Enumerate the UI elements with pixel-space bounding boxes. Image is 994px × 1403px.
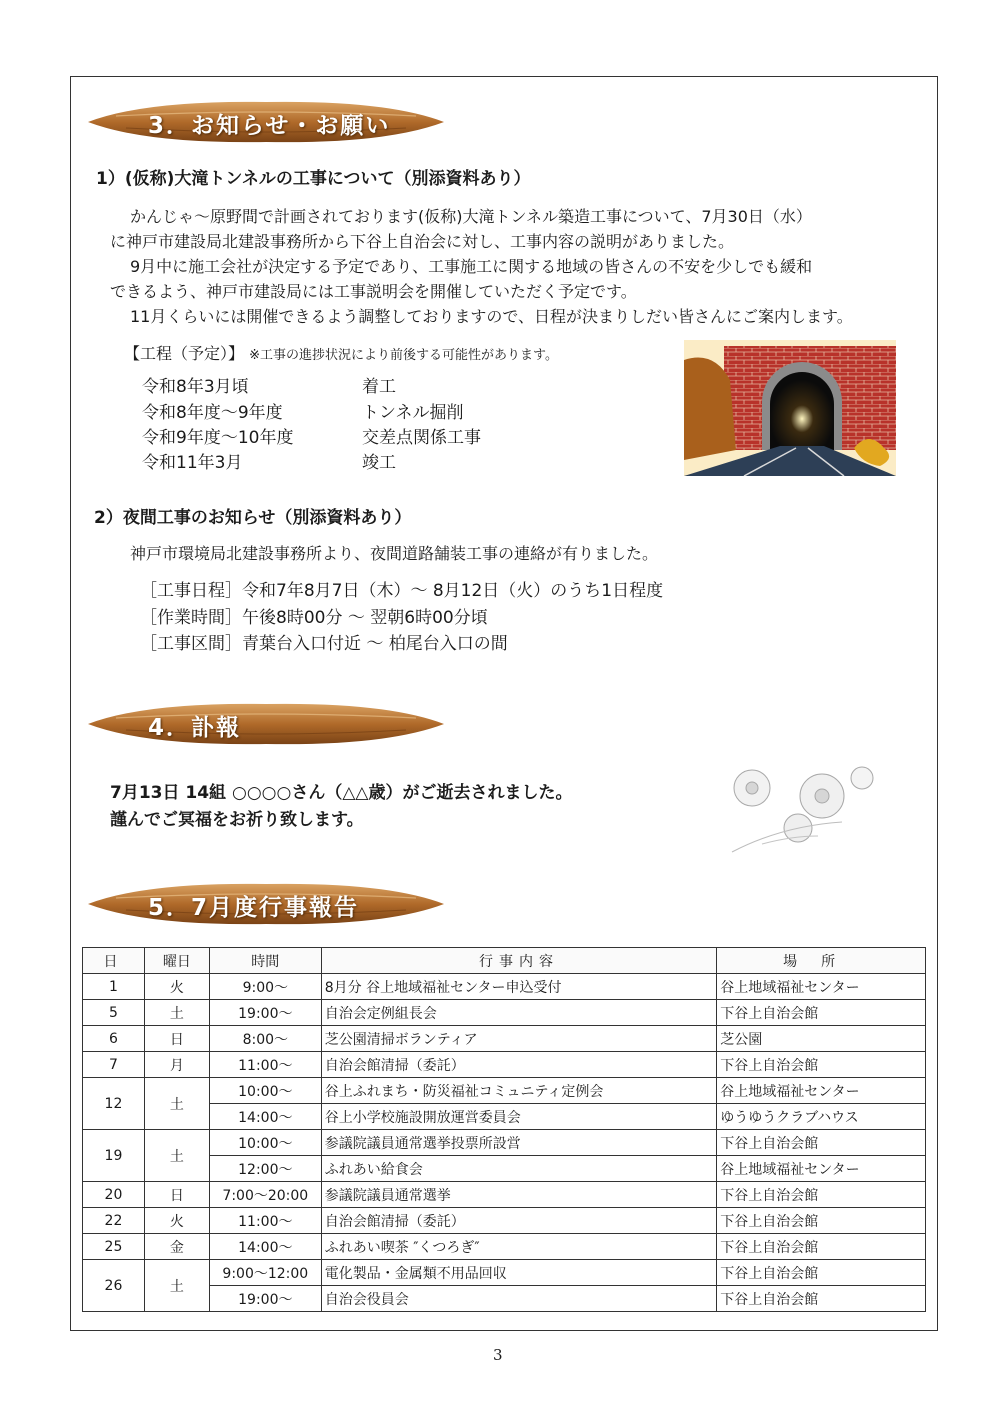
section5-title: 5．7月度行事報告 <box>148 895 360 921</box>
cell-dow: 日 <box>144 1182 209 1208</box>
table-row <box>83 974 926 1000</box>
schedule-when-1: 令和8年3月頃 <box>142 377 249 397</box>
item2-detail-3: ［工事区間］青葉台入口付近 ～ 柏尾台入口の間 <box>140 634 508 654</box>
cell-day: 5 <box>83 1000 145 1026</box>
cell-time: 7:00～20:00 <box>209 1182 321 1208</box>
cell-dow: 土 <box>144 1260 209 1312</box>
table-row <box>83 1052 926 1078</box>
cell-event: 自治会館清掃（委託） <box>321 1052 716 1078</box>
cell-event: 電化製品・金属類不用品回収 <box>321 1260 716 1286</box>
cell-place: 谷上地域福祉センター <box>717 1078 926 1104</box>
cell-dow: 月 <box>144 1052 209 1078</box>
cell-place: 下谷上自治会館 <box>717 1208 926 1234</box>
section3-title: 3．お知らせ・お願い <box>148 113 391 139</box>
cell-time: 9:00～12:00 <box>209 1260 321 1286</box>
obituary-line-2: 謹んでご冥福をお祈り致します。 <box>110 810 364 830</box>
table-row <box>83 1078 926 1104</box>
cell-day: 6 <box>83 1026 145 1052</box>
cell-day: 1 <box>83 974 145 1000</box>
cell-place: 下谷上自治会館 <box>717 1130 926 1156</box>
cell-time: 11:00～ <box>209 1208 321 1234</box>
table-row <box>83 1208 926 1234</box>
table-row <box>83 1130 926 1156</box>
cell-dow: 土 <box>144 1078 209 1130</box>
events-table <box>82 947 926 1312</box>
cell-day: 25 <box>83 1234 145 1260</box>
cell-place: ゆうゆうクラブハウス <box>717 1104 926 1130</box>
section4-title: 4．訃報 <box>148 715 242 741</box>
table-row <box>83 1260 926 1286</box>
section3-banner <box>86 98 446 146</box>
cell-place: 下谷上自治会館 <box>717 1234 926 1260</box>
schedule-heading <box>124 341 558 368</box>
tunnel-illustration-icon <box>684 340 896 476</box>
cell-event: ふれあい給食会 <box>321 1156 716 1182</box>
schedule-when-2: 令和8年度～9年度 <box>142 403 283 423</box>
schedule-what-1: 着工 <box>362 377 396 397</box>
table-row <box>83 1182 926 1208</box>
schedule-when-3: 令和9年度～10年度 <box>142 428 294 448</box>
cell-place: 下谷上自治会館 <box>717 1000 926 1026</box>
cell-dow: 土 <box>144 1130 209 1182</box>
cell-time: 10:00～ <box>209 1078 321 1104</box>
table-row <box>83 1234 926 1260</box>
cell-dow: 金 <box>144 1234 209 1260</box>
cell-place: 下谷上自治会館 <box>717 1260 926 1286</box>
section4-banner <box>86 700 446 748</box>
table-row <box>83 1286 926 1312</box>
cell-place: 谷上地域福祉センター <box>717 1156 926 1182</box>
cell-event: 谷上小学校施設開放運営委員会 <box>321 1104 716 1130</box>
cell-time: 14:00～ <box>209 1104 321 1130</box>
cell-day: 20 <box>83 1182 145 1208</box>
cell-day: 12 <box>83 1078 145 1130</box>
table-row <box>83 1156 926 1182</box>
cell-time: 19:00～ <box>209 1000 321 1026</box>
cell-dow: 火 <box>144 974 209 1000</box>
cell-dow: 土 <box>144 1000 209 1026</box>
schedule-label: 【工程（予定）】 <box>124 344 245 363</box>
cell-event: 芝公園清掃ボランティア <box>321 1026 716 1052</box>
table-header-row <box>83 948 926 974</box>
cell-dow: 火 <box>144 1208 209 1234</box>
cell-day: 22 <box>83 1208 145 1234</box>
item1-line-2: に神戸市建設局北建設事務所から下谷上自治会に対し、工事内容の説明がありました。 <box>110 232 735 251</box>
table-row <box>83 1026 926 1052</box>
cell-time: 14:00～ <box>209 1234 321 1260</box>
cell-time: 19:00～ <box>209 1286 321 1312</box>
cell-place: 下谷上自治会館 <box>717 1286 926 1312</box>
cell-event: 参議院議員通常選挙 <box>321 1182 716 1208</box>
item2-intro: 神戸市環境局北建設事務所より、夜間道路舗装工事の連絡が有りました。 <box>130 544 659 563</box>
item2-detail-2: ［作業時間］午後8時00分 ～ 翌朝6時00分頃 <box>140 608 488 628</box>
wood-plank-icon <box>86 700 446 748</box>
cell-place: 下谷上自治会館 <box>717 1052 926 1078</box>
cell-dow: 日 <box>144 1026 209 1052</box>
chrysanthemum-icon <box>722 766 892 856</box>
cell-day: 26 <box>83 1260 145 1312</box>
cell-day: 7 <box>83 1052 145 1078</box>
cell-day: 19 <box>83 1130 145 1182</box>
cell-time: 10:00～ <box>209 1130 321 1156</box>
item1-line-5: 11月くらいには開催できるよう調整しておりますので、日程が決まりしだい皆さんにご案内します。 <box>130 307 853 326</box>
cell-time: 8:00～ <box>209 1026 321 1052</box>
item1-line-3: 9月中に施工会社が決定する予定であり、工事施工に関する地域の皆さんの不安を少しでも緩和 <box>130 257 813 276</box>
item2-heading: 2）夜間工事のお知らせ（別添資料あり） <box>94 508 412 528</box>
cell-time: 11:00～ <box>209 1052 321 1078</box>
section5-banner <box>86 880 446 928</box>
cell-place: 下谷上自治会館 <box>717 1182 926 1208</box>
header-day: 日 <box>83 948 145 974</box>
item1-line-4: できるよう、神戸市建設局には工事説明会を開催していただく予定です。 <box>110 282 637 301</box>
cell-event: 8月分 谷上地域福祉センター申込受付 <box>321 974 716 1000</box>
header-dow: 曜日 <box>144 948 209 974</box>
header-event: 行事内容 <box>321 948 716 974</box>
schedule-what-2: トンネル掘削 <box>362 403 464 423</box>
cell-time: 9:00～ <box>209 974 321 1000</box>
page-number: 3 <box>493 1346 503 1364</box>
item2-detail-1: ［工事日程］令和7年8月7日（木）～ 8月12日（火）のうち1日程度 <box>140 581 664 601</box>
schedule-when-4: 令和11年3月 <box>142 453 243 473</box>
table-row <box>83 1000 926 1026</box>
cell-place: 谷上地域福祉センター <box>717 974 926 1000</box>
header-time: 時間 <box>209 948 321 974</box>
cell-event: 谷上ふれまち・防災福祉コミュニティ定例会 <box>321 1078 716 1104</box>
item1-line-1: かんじゃ～原野間で計画されております(仮称)大滝トンネル築造工事について、7月30日（水） <box>130 207 812 226</box>
cell-event: 参議院議員通常選挙投票所設営 <box>321 1130 716 1156</box>
cell-event: 自治会館清掃（委託） <box>321 1208 716 1234</box>
schedule-what-4: 竣工 <box>362 453 396 473</box>
cell-place: 芝公園 <box>717 1026 926 1052</box>
cell-event: 自治会定例組長会 <box>321 1000 716 1026</box>
schedule-what-3: 交差点関係工事 <box>362 428 481 448</box>
item1-heading: 1）(仮称)大滝トンネルの工事について（別添資料あり） <box>96 169 531 189</box>
cell-time: 12:00～ <box>209 1156 321 1182</box>
header-place: 場所 <box>717 948 926 974</box>
cell-event: ふれあい喫茶 ″くつろぎ″ <box>321 1234 716 1260</box>
schedule-note: ※工事の進捗状況により前後する可能性があります。 <box>249 348 558 363</box>
cell-event: 自治会役員会 <box>321 1286 716 1312</box>
table-row <box>83 1104 926 1130</box>
obituary-line-1: 7月13日 14組 ○○○○さん（△△歳）がご逝去されました。 <box>110 783 573 803</box>
